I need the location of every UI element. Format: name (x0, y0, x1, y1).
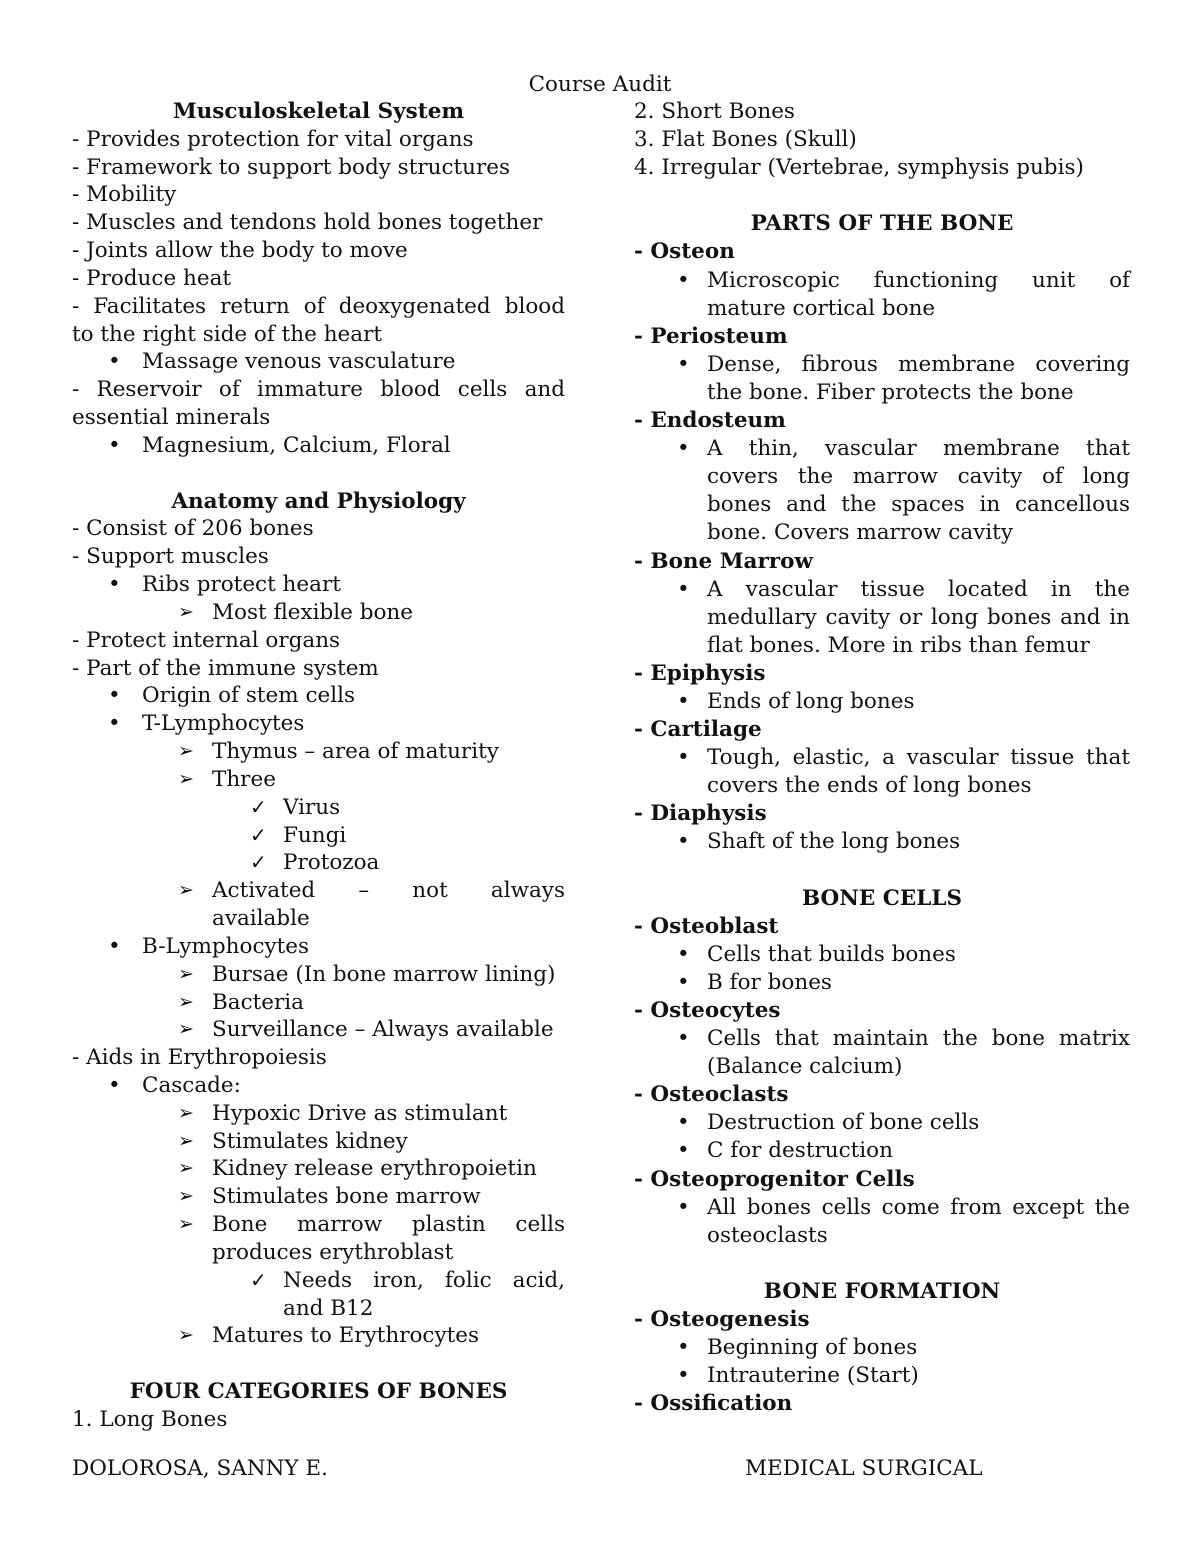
bullet-text: B for bones (707, 969, 832, 995)
bullet-icon (108, 933, 121, 961)
point-item: - Provides protection for vital organs (72, 126, 474, 152)
bullet-item (634, 969, 1130, 997)
bullet-icon (677, 941, 690, 969)
arrow-item (72, 989, 565, 1017)
check-item (72, 1267, 565, 1295)
numbered-item: 3. Flat Bones (Skull) (634, 127, 857, 153)
arrow-bullet-icon (178, 599, 194, 627)
bullet-text: B-Lymphocytes (142, 933, 310, 959)
term-heading-bone-marrow: - Bone Marrow (634, 548, 813, 574)
arrow-item (72, 1322, 565, 1350)
arrow-bullet-icon (178, 1322, 194, 1350)
bullet-text: Ends of long bones (707, 688, 915, 714)
arrow-text: Bursae (In bone marrow lining) (212, 961, 556, 987)
blank-line (72, 1350, 565, 1378)
bullet-icon (677, 744, 690, 772)
bullet-item (634, 1194, 1130, 1222)
point-item: - Produce heat (72, 265, 232, 291)
bullet-item (634, 744, 1130, 772)
arrow-bullet-icon (178, 738, 194, 766)
point-item: - Support muscles (72, 544, 269, 570)
arrow-bullet-icon (178, 1155, 194, 1183)
bullet-item (72, 682, 565, 710)
bullet-icon (677, 1194, 690, 1222)
arrow-bullet-icon (178, 1128, 194, 1156)
continuation-line: flat bones. More in ribs than femur (707, 632, 1090, 658)
arrow-bullet-icon (178, 1100, 194, 1128)
term-heading-osteoprogenitor-cells: - Osteoprogenitor Cells (634, 1166, 915, 1192)
arrow-item (72, 599, 565, 627)
arrow-text: Activated – not always (212, 878, 565, 904)
bullet-text: C for destruction (707, 1138, 893, 1164)
bullet-item (634, 1137, 1130, 1165)
term-heading-osteoblast: - Osteoblast (634, 913, 779, 939)
bullet-item (634, 941, 1130, 969)
point-item: - Part of the immune system (72, 655, 379, 681)
bullet-icon (677, 267, 690, 295)
bullet-text: T-Lymphocytes (142, 711, 305, 737)
bullet-icon (108, 682, 121, 710)
arrow-item (72, 1183, 565, 1211)
bullet-text: Origin of stem cells (142, 683, 356, 709)
bullet-text: A vascular tissue located in the (707, 576, 1130, 602)
section-heading-four-categories-of-bones: FOUR CATEGORIES OF BONES (129, 1379, 508, 1405)
blank-line (634, 1250, 1130, 1278)
arrow-item (72, 1155, 565, 1183)
bullet-item (634, 1334, 1130, 1362)
arrow-text: Hypoxic Drive as stimulant (212, 1100, 508, 1126)
arrow-text: Most flexible bone (212, 599, 414, 625)
arrow-text: Stimulates bone marrow (212, 1184, 481, 1210)
continuation-line: bones and the spaces in cancellous (707, 492, 1130, 518)
bullet-item (634, 1025, 1130, 1053)
arrow-text: Surveillance – Always available (212, 1017, 554, 1043)
term-heading-osteocytes: - Osteocytes (634, 998, 781, 1023)
right-column (634, 98, 1130, 1418)
bullet-icon (108, 1072, 121, 1100)
bullet-item (72, 933, 565, 961)
arrow-text: Matures to Erythrocytes (212, 1323, 480, 1349)
arrow-bullet-icon (178, 1211, 194, 1239)
check-icon (250, 794, 267, 822)
bullet-icon (677, 1334, 690, 1362)
term-heading-epiphysis: - Epiphysis (634, 660, 766, 686)
bullet-icon (677, 828, 690, 856)
bullet-item (72, 432, 565, 460)
numbered-item: 1. Long Bones (72, 1406, 228, 1432)
bullet-text: Cells that builds bones (707, 941, 956, 967)
bullet-icon (108, 710, 121, 738)
term-heading-ossification: - Ossification (634, 1391, 793, 1417)
arrow-text: Thymus – area of maturity (212, 739, 499, 765)
point-item: - Aids in Erythropoiesis (72, 1045, 327, 1071)
term-heading-diaphysis: - Diaphysis (634, 801, 767, 827)
bullet-icon (108, 348, 121, 376)
arrow-text: Stimulates kidney (212, 1128, 408, 1154)
arrow-text: Bacteria (212, 989, 304, 1015)
check-item (72, 794, 565, 822)
arrow-bullet-icon (178, 961, 194, 989)
check-text: Needs iron, folic acid, (283, 1267, 565, 1293)
continuation-line: osteoclasts (707, 1222, 828, 1248)
point-item: - Muscles and tendons hold bones together (72, 210, 543, 236)
check-icon (250, 849, 267, 877)
bullet-text: Tough, elastic, a vascular tissue that (707, 745, 1130, 771)
left-column (72, 98, 565, 1434)
arrow-item (72, 766, 565, 794)
bullet-text: Ribs protect heart (142, 572, 341, 598)
term-heading-osteoclasts: - Osteoclasts (634, 1082, 789, 1108)
check-item (72, 822, 565, 850)
arrow-bullet-icon (178, 1183, 194, 1211)
arrow-bullet-icon (178, 766, 194, 794)
bullet-text: Destruction of bone cells (707, 1110, 980, 1136)
section-heading-bone-cells: BONE CELLS (801, 885, 963, 911)
bullet-item (634, 1109, 1130, 1137)
bullet-item (634, 267, 1130, 295)
bullet-item (634, 576, 1130, 604)
bullet-item (634, 688, 1130, 716)
arrow-text: Kidney release erythropoietin (212, 1156, 537, 1182)
check-item (72, 849, 565, 877)
continuation-line: mature cortical bone (707, 295, 936, 321)
bullet-icon (677, 1137, 690, 1165)
arrow-item (72, 1211, 565, 1239)
continuation-line: to the right side of the heart (72, 321, 383, 347)
bullet-item (634, 351, 1130, 379)
term-heading-osteon: - Osteon (634, 239, 735, 265)
bullet-text: Shaft of the long bones (707, 829, 961, 855)
bullet-item (634, 1362, 1130, 1390)
section-heading-anatomy-and-physiology: Anatomy and Physiology (171, 488, 466, 514)
bullet-icon (677, 1362, 690, 1390)
arrow-text: Three (212, 766, 276, 792)
bullet-icon (677, 351, 690, 379)
continuation-line: bone. Covers marrow cavity (707, 520, 1013, 546)
bullet-icon (677, 1109, 690, 1137)
check-text: Fungi (283, 822, 347, 848)
bullet-item (72, 1072, 565, 1100)
footer-subject: MEDICAL SURGICAL (745, 1456, 983, 1481)
section-heading-bone-formation: BONE FORMATION (763, 1278, 1001, 1304)
check-text: Protozoa (283, 850, 380, 876)
point-item: - Framework to support body structures (72, 154, 511, 180)
term-heading-periosteum: - Periosteum (634, 323, 788, 349)
bullet-item (72, 348, 565, 376)
blank-line (634, 857, 1130, 885)
term-heading-endosteum: - Endosteum (634, 408, 786, 434)
bullet-text: Microscopic functioning unit of (707, 267, 1130, 293)
bullet-text: Massage venous vasculature (142, 349, 456, 375)
bullet-text: A thin, vascular membrane that (707, 436, 1130, 462)
check-icon (250, 1267, 267, 1295)
bullet-item (72, 710, 565, 738)
continuation-line: the bone. Fiber protects the bone (707, 379, 1074, 405)
arrow-item (72, 1100, 565, 1128)
arrow-bullet-icon (178, 1016, 194, 1044)
bullet-text: Beginning of bones (707, 1335, 918, 1361)
continuation-line: essential minerals (72, 405, 271, 431)
footer-author: DOLOROSA, SANNY E. (72, 1456, 328, 1481)
continuation-line: and B12 (283, 1295, 374, 1321)
bullet-icon (677, 688, 690, 716)
continuation-line: (Balance calcium) (707, 1054, 903, 1080)
bullet-icon (677, 969, 690, 997)
bullet-item (72, 571, 565, 599)
arrow-item (72, 1128, 565, 1156)
continuation-line: medullary cavity or long bones and in (707, 604, 1130, 630)
arrow-text: Bone marrow plastin cells (212, 1212, 565, 1238)
term-heading-cartilage: - Cartilage (634, 717, 762, 743)
check-icon (250, 822, 267, 850)
bullet-icon (677, 435, 690, 463)
term-heading-osteogenesis: - Osteogenesis (634, 1307, 810, 1333)
blank-line (72, 460, 565, 488)
continuation-line: available (212, 906, 310, 932)
section-heading-parts-of-the-bone: PARTS OF THE BONE (750, 211, 1014, 237)
bullet-icon (108, 432, 121, 460)
bullet-text: Magnesium, Calcium, Floral (142, 432, 451, 458)
numbered-item: 2. Short Bones (634, 99, 795, 124)
numbered-item: 4. Irregular (Vertebrae, symphysis pubis) (634, 155, 1084, 181)
point-item: - Facilitates return of deoxygenated blood (72, 293, 565, 319)
arrow-item (72, 877, 565, 905)
bullet-text: All bones cells come from except the (707, 1194, 1130, 1220)
bullet-item (634, 435, 1130, 463)
page-title: Course Audit (528, 72, 672, 97)
arrow-item (72, 1016, 565, 1044)
bullet-icon (677, 1025, 690, 1053)
bullet-text: Cascade: (142, 1072, 241, 1098)
arrow-bullet-icon (178, 989, 194, 1017)
bullet-text: Dense, fibrous membrane covering (707, 351, 1130, 377)
continuation-line: covers the marrow cavity of long (707, 464, 1130, 490)
bullet-text: Cells that maintain the bone matrix (707, 1026, 1130, 1052)
point-item: - Protect internal organs (72, 627, 341, 653)
bullet-icon (677, 576, 690, 604)
continuation-line: produces erythroblast (212, 1239, 454, 1265)
point-item: - Consist of 206 bones (72, 516, 314, 542)
arrow-item (72, 961, 565, 989)
point-item: - Mobility (72, 182, 177, 208)
bullet-item (634, 828, 1130, 856)
bullet-icon (108, 571, 121, 599)
section-heading-musculoskeletal-system: Musculoskeletal System (172, 99, 465, 124)
point-item: - Reservoir of immature blood cells and (72, 377, 565, 403)
arrow-item (72, 738, 565, 766)
continuation-line: covers the ends of long bones (707, 773, 1032, 799)
point-item: - Joints allow the body to move (72, 238, 408, 264)
bullet-text: Intrauterine (Start) (707, 1363, 919, 1389)
check-text: Virus (283, 794, 341, 820)
arrow-bullet-icon (178, 877, 194, 905)
blank-line (634, 182, 1130, 210)
